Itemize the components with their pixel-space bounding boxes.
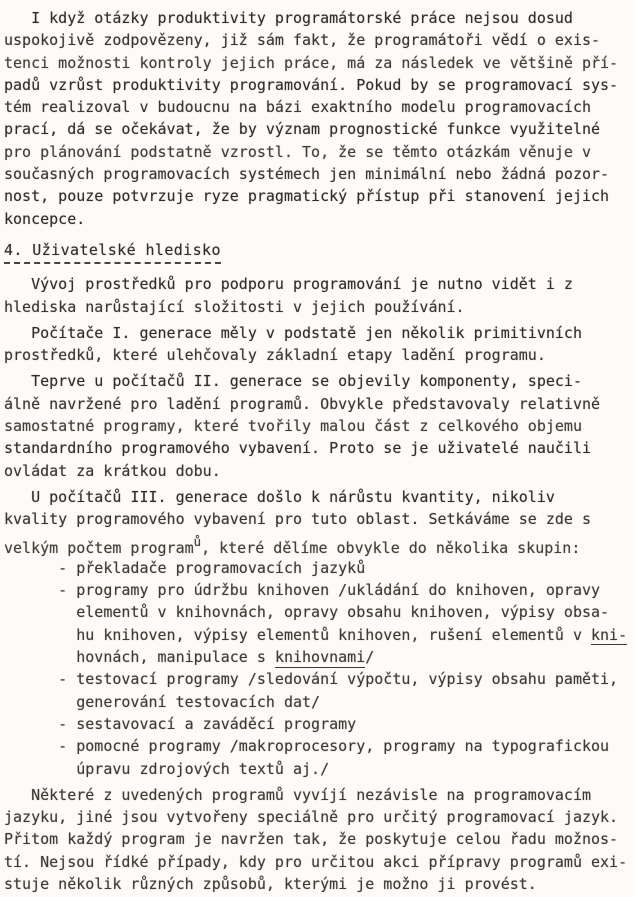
paragraph-4 xyxy=(4,370,632,481)
text-line: I když otázky produktivity programátorské práce nejsou dosud xyxy=(4,9,573,27)
text-line: U počítačů III. generace došlo k nárůstu kvantity, nikoliv xyxy=(4,487,555,506)
text-line: - překladače programovacích jazyků xyxy=(4,558,366,577)
text-line: uspokojivě zodpovězeny, již sám fakt, že programátoři vědí o exis- xyxy=(4,31,601,50)
text-line: jazyku, jiné jsou vytvořeny speciálně pro určitý programovací jazyk. xyxy=(4,808,619,827)
text-line: nost, pouze potvrzuje ryze pragmatický přístup při stanovení jejich xyxy=(4,187,610,206)
text-segment: , které dělíme obvykle do několika skupin: xyxy=(201,538,581,557)
text-line: - sestavovací a zaváděcí programy xyxy=(4,714,357,733)
text-line: tém realizoval v budoucnu na bázi exaktního modelu programovacích xyxy=(4,98,591,117)
text-line: standardního programového vybavení. Proto se je uživatelé naučili xyxy=(4,439,591,458)
text-line: prostředků, které ulehčovaly základní etapy ladění programu. xyxy=(4,346,546,365)
text-line: ovládat za krátkou dobu. xyxy=(4,461,221,480)
text-line: padů vzrůst produktivity programování. Pokud by se programovací sys- xyxy=(4,75,619,94)
text-line: tenci možnosti kontroly jejich práce, má za následek ve většině pří- xyxy=(4,53,619,72)
text-line: elementů v knihovnách, opravy obsahu knihoven, výpisy obsa- xyxy=(4,603,610,622)
text-line: Počítače I. generace měly v podstatě jen několik primitivních xyxy=(4,323,582,342)
text-line: Přitom každý program je navržen tak, že poskytuje celou řadu možnos- xyxy=(4,830,619,849)
text-line: prací, dá se očekávat, že by význam prognostické funkce využitelné xyxy=(4,120,601,139)
text-segment: / xyxy=(365,648,375,667)
text-line: generování testovacích dat/ xyxy=(4,692,321,711)
paragraph-5 xyxy=(4,486,632,557)
underlined-text: kni- xyxy=(591,625,628,644)
paragraph-3 xyxy=(4,322,632,367)
text-line xyxy=(4,531,632,557)
paragraph-1 xyxy=(4,7,632,230)
text-line: hlediska narůstající složitosti v jejich používání. xyxy=(4,297,465,316)
text-line: samostatné programy, které tvořily malou část z celkového objemu xyxy=(4,417,582,436)
text-line: pro plánování podstatně vzrostl. To, že se těmto otázkám věnuje v xyxy=(4,142,591,161)
text-line: tí. Nejsou řídké případy, kdy pro určitou akci přípravy programů exi- xyxy=(4,852,628,871)
text-line: - programy pro údržbu knihoven /ukládání do knihoven, opravy xyxy=(4,581,601,600)
text-line: Některé z uvedených programů vyvíjí nezávisle na programovacím xyxy=(4,785,591,804)
text-line xyxy=(4,646,632,668)
text-line: álně navržené pro ladění programů. Obvykle představovaly relativně xyxy=(4,394,601,413)
text-segment: hu knihoven, výpisy elementů knihoven, rušení elementů v xyxy=(4,625,591,644)
text-line: stuje několik různých způsobů, kterými je možno ji provést. xyxy=(4,874,537,893)
section-heading-text: 4. Uživatelské hledisko xyxy=(4,239,221,264)
text-line: - testovací programy /sledování výpočtu, výpisy obsahu paměti, xyxy=(4,670,619,689)
text-line: koncepce. xyxy=(4,209,86,228)
superscript-text: ů xyxy=(193,534,202,549)
text-line: úpravu zdrojových textů aj./ xyxy=(4,759,330,778)
text-line: současných programovacích systémech jen minimální nebo žádná pozor- xyxy=(4,165,610,184)
program-groups-list xyxy=(4,557,632,780)
text-segment: hovnách, manipulace s xyxy=(4,648,275,667)
paragraph-2 xyxy=(4,273,632,318)
text-line: kvality programového vybavení pro tuto oblast. Setkáváme se zde s xyxy=(4,510,591,529)
text-segment: velkým počtem program xyxy=(4,538,194,557)
text-line: - pomocné programy /makroprocesory, programy na typografickou xyxy=(4,737,610,756)
underlined-text: knihovnami xyxy=(274,648,366,667)
text-line xyxy=(4,624,632,646)
text-line: Teprve u počítačů II. generace se objevily komponenty, speci- xyxy=(4,372,582,391)
text-line: Vývoj prostředků pro podporu programování je nutno vidět i z xyxy=(4,275,573,294)
paragraph-6 xyxy=(4,784,632,895)
section-heading xyxy=(4,239,632,264)
